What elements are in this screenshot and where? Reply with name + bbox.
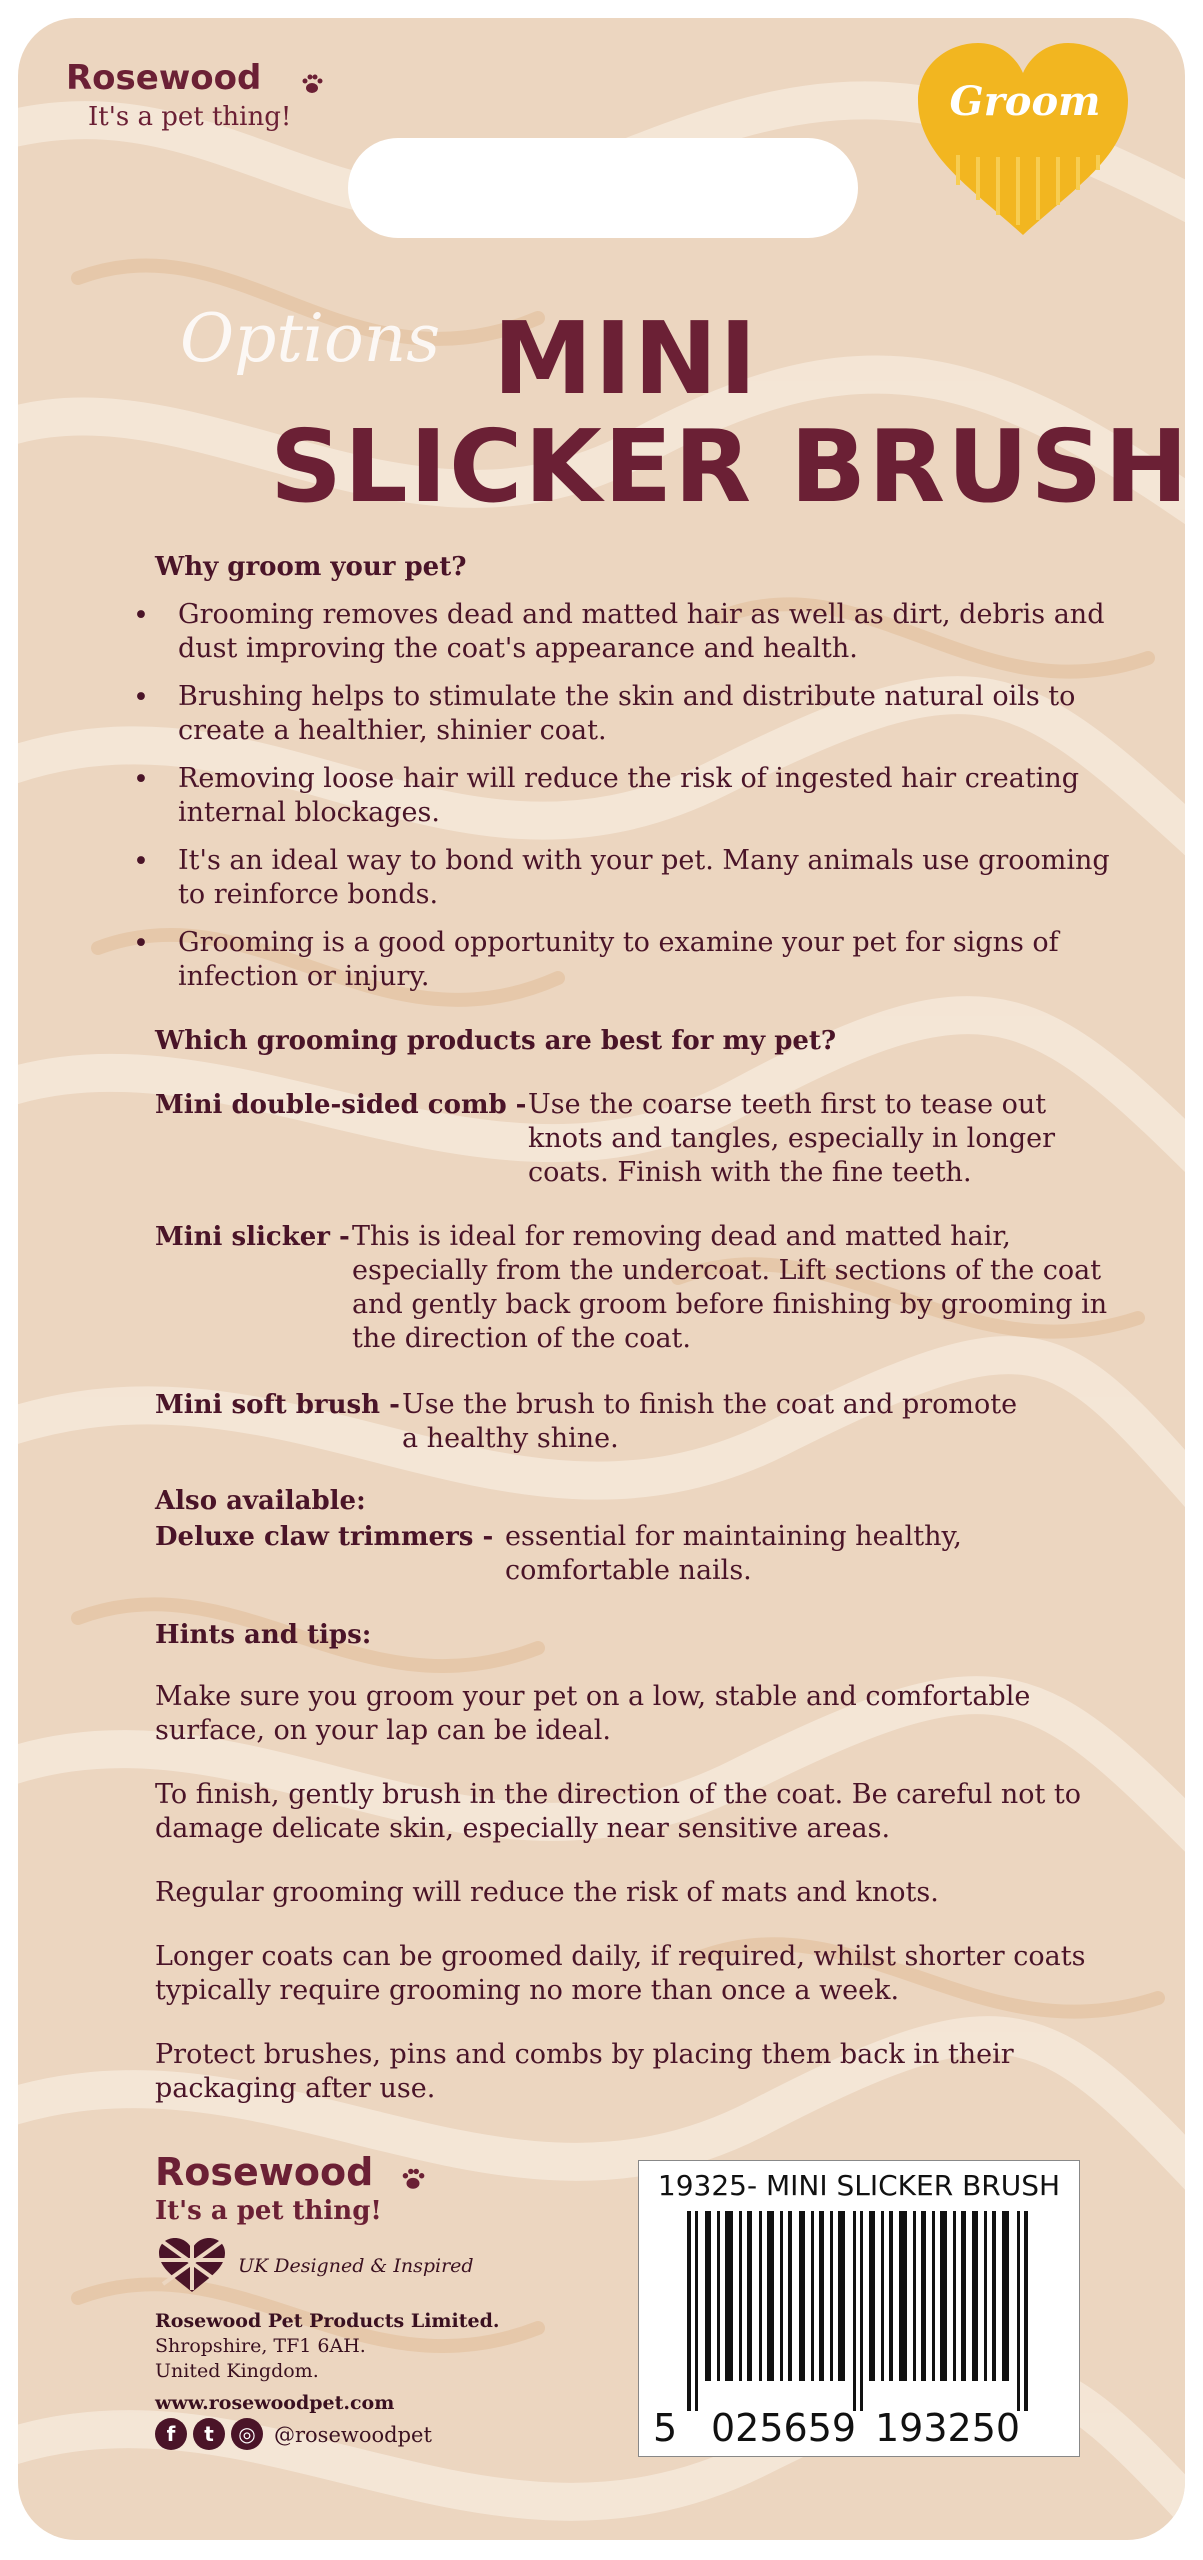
paw-icon xyxy=(300,72,324,96)
comb-line-2: knots and tangles, especially in longer xyxy=(528,1123,1056,1154)
why-heading: Why groom your pet? xyxy=(155,552,467,582)
hint-2-line-2: damage delicate skin, especially near sensitive areas. xyxy=(155,1813,891,1844)
bullet-3-line-1: Removing loose hair will reduce the risk of ingested hair creating xyxy=(178,763,1080,794)
hang-hole xyxy=(348,138,858,238)
slicker-label: Mini slicker - xyxy=(155,1222,350,1252)
bullet-1-line-1: Grooming removes dead and matted hair as well as dirt, debris and xyxy=(178,599,1105,630)
claw-trimmers-label: Deluxe claw trimmers - xyxy=(155,1522,494,1552)
social-handle[interactable]: @rosewoodpet xyxy=(274,2423,432,2447)
title-line-1: MINI xyxy=(493,300,759,417)
company-address-1: Shropshire, TF1 6AH. xyxy=(155,2335,366,2357)
product-code: 19325- MINI SLICKER BRUSH xyxy=(657,2169,1061,2202)
hint-4-line-2: typically require grooming no more than once a week. xyxy=(155,1975,900,2006)
bullet-dot: • xyxy=(133,600,149,631)
hint-5-line-1: Protect brushes, pins and combs by placing them back in their xyxy=(155,2039,1014,2070)
slicker-line-1: This is ideal for removing dead and matted hair, xyxy=(352,1221,1011,1252)
twitter-icon[interactable]: t xyxy=(193,2418,225,2450)
hint-2-line-1: To finish, gently brush in the direction of the coat. Be careful not to xyxy=(155,1779,1082,1810)
slicker-line-2: especially from the undercoat. Lift sections of the coat xyxy=(352,1255,1102,1286)
soft-brush-label: Mini soft brush - xyxy=(155,1390,400,1420)
slicker-line-3: and gently back groom before finishing by grooming in xyxy=(352,1289,1108,1320)
barcode-bars xyxy=(667,2211,1057,2411)
hint-3-line-1: Regular grooming will reduce the risk of mats and knots. xyxy=(155,1877,939,1908)
claw-line-1: essential for maintaining healthy, xyxy=(505,1521,962,1552)
which-heading: Which grooming products are best for my pet? xyxy=(155,1026,837,1056)
groom-badge-label: Groom xyxy=(949,78,1101,125)
bullet-dot: • xyxy=(133,928,149,959)
bullet-4-line-2: to reinforce bonds. xyxy=(178,879,439,910)
comb-label: Mini double-sided comb - xyxy=(155,1090,527,1120)
bullet-dot: • xyxy=(133,682,149,713)
title-line-2: SLICKER BRUSH xyxy=(270,408,1191,525)
footer-tagline: It's a pet thing! xyxy=(155,2196,382,2226)
bullet-dot: • xyxy=(133,764,149,795)
hints-heading: Hints and tips: xyxy=(155,1620,372,1650)
website[interactable]: www.rosewoodpet.com xyxy=(155,2392,395,2414)
bullet-dot: • xyxy=(133,846,149,877)
hint-1-line-2: surface, on your lap can be ideal. xyxy=(155,1715,611,1746)
facebook-icon[interactable]: f xyxy=(155,2418,187,2450)
uk-designed-label: UK Designed & Inspired xyxy=(238,2255,474,2277)
company-address-2: United Kingdom. xyxy=(155,2360,319,2382)
top-brand-name: Rosewood xyxy=(66,58,262,98)
uk-heart-flag-icon xyxy=(157,2236,227,2294)
comb-line-3: coats. Finish with the fine teeth. xyxy=(528,1157,972,1188)
bullet-5-line-2: infection or injury. xyxy=(178,961,430,992)
slicker-line-4: the direction of the coat. xyxy=(352,1323,691,1354)
options-script-title: Options xyxy=(180,300,441,377)
comb-line-1: Use the coarse teeth first to tease out xyxy=(528,1089,1047,1120)
soft-brush-line-2: a healthy shine. xyxy=(402,1423,619,1454)
bullet-5-line-1: Grooming is a good opportunity to examine your pet for signs of xyxy=(178,927,1059,958)
instagram-icon[interactable]: ◎ xyxy=(231,2418,263,2450)
top-brand-tagline: It's a pet thing! xyxy=(88,102,292,132)
barcode-digits-mid: 025659 xyxy=(711,2406,857,2450)
company-name: Rosewood Pet Products Limited. xyxy=(155,2310,500,2332)
barcode-digits-right: 193250 xyxy=(875,2406,1021,2450)
hint-1-line-1: Make sure you groom your pet on a low, stable and comfortable xyxy=(155,1681,1031,1712)
soft-brush-line-1: Use the brush to finish the coat and promote xyxy=(402,1389,1018,1420)
groom-heart-badge xyxy=(908,35,1138,245)
claw-line-2: comfortable nails. xyxy=(505,1555,752,1586)
also-heading: Also available: xyxy=(155,1486,366,1516)
bullet-4-line-1: It's an ideal way to bond with your pet. Many animals use grooming xyxy=(178,845,1110,876)
bullet-1-line-2: dust improving the coat's appearance and health. xyxy=(178,633,858,664)
barcode-label xyxy=(638,2160,1080,2457)
barcode-digit-left: 5 xyxy=(653,2406,678,2450)
footer-brand-name: Rosewood xyxy=(155,2150,374,2194)
bullet-2-line-1: Brushing helps to stimulate the skin and distribute natural oils to xyxy=(178,681,1076,712)
hint-5-line-2: packaging after use. xyxy=(155,2073,436,2104)
paw-icon xyxy=(400,2166,426,2192)
bullet-2-line-2: create a healthier, shinier coat. xyxy=(178,715,607,746)
hint-4-line-1: Longer coats can be groomed daily, if required, whilst shorter coats xyxy=(155,1941,1086,1972)
bullet-3-line-2: internal blockages. xyxy=(178,797,440,828)
